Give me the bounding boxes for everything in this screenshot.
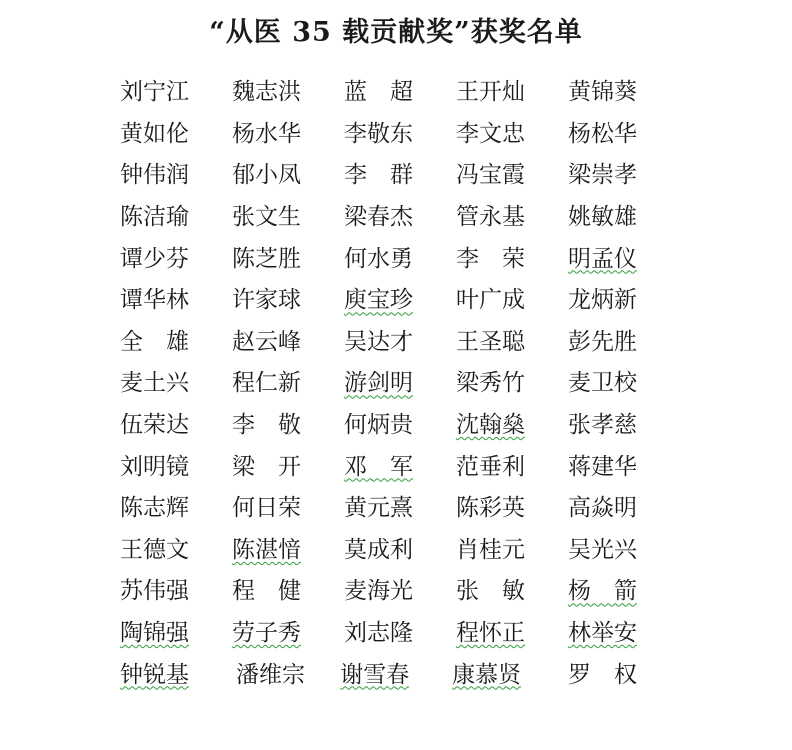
name-cell: 潘维宗 (236, 661, 306, 688)
name-row (120, 613, 680, 655)
name-cell: 莫成利 (344, 536, 413, 563)
name-cell: 庾宝珍 (344, 287, 413, 314)
name-cell: 李文忠 (456, 120, 525, 147)
name-cell: 张孝慈 (568, 412, 637, 439)
name-row (120, 530, 680, 572)
name-cell: 梁秀竹 (456, 370, 525, 397)
name-row (120, 197, 680, 239)
name-cell: 王圣聪 (456, 328, 525, 355)
name-cell: 何日荣 (232, 495, 301, 522)
name-cell: 陈志辉 (120, 495, 189, 522)
name-cell: 魏志洪 (232, 79, 301, 106)
name-cell: 吴达才 (344, 328, 413, 355)
name-cell: 何水勇 (344, 245, 413, 272)
name-cell: 劳子秀 (232, 620, 301, 647)
name-cell: 谢雪春 (340, 661, 410, 688)
name-cell: 蒋建华 (568, 453, 637, 480)
name-row (120, 238, 680, 280)
name-cell: 梁 开 (232, 453, 301, 480)
name-cell: 麦卫校 (568, 370, 637, 397)
name-cell: 黄元熹 (344, 495, 413, 522)
name-row (120, 405, 680, 447)
name-cell: 钟伟润 (120, 162, 189, 189)
name-cell: 叶广成 (456, 287, 525, 314)
name-cell: 冯宝霞 (456, 162, 525, 189)
name-cell: 赵云峰 (232, 328, 301, 355)
name-cell: 何炳贵 (344, 412, 413, 439)
name-cell: 钟锐基 (120, 661, 189, 688)
name-cell: 梁崇孝 (568, 162, 637, 189)
name-cell: 谭少芬 (120, 245, 189, 272)
name-cell: 张 敏 (456, 578, 525, 605)
name-cell: 许家球 (232, 287, 301, 314)
name-row (120, 155, 680, 197)
name-row (120, 571, 680, 613)
name-cell: 沈翰燊 (456, 412, 525, 439)
name-row (120, 446, 680, 488)
name-row (120, 322, 680, 364)
name-cell: 林举安 (568, 620, 637, 647)
name-row (120, 654, 680, 696)
name-cell: 程 健 (232, 578, 301, 605)
name-cell: 李 群 (344, 162, 413, 189)
name-cell: 杨水华 (232, 120, 301, 147)
name-cell: 肖桂元 (456, 536, 525, 563)
name-cell: 黄锦葵 (568, 79, 637, 106)
name-row (120, 280, 680, 322)
name-cell: 邓 军 (344, 453, 413, 480)
name-cell: 彭先胜 (568, 328, 637, 355)
page-title: “从医 35 载贡献奖”获奖名单 (209, 17, 583, 48)
name-cell: 刘宁江 (120, 79, 189, 106)
name-row (120, 72, 680, 114)
name-cell: 陶锦强 (120, 620, 189, 647)
name-cell: 陈洁瑜 (120, 204, 189, 231)
name-cell: 高焱明 (568, 495, 637, 522)
name-cell: 苏伟强 (120, 578, 189, 605)
name-cell: 游剑明 (344, 370, 413, 397)
name-cell: 王德文 (120, 536, 189, 563)
name-cell: 麦土兴 (120, 370, 189, 397)
name-cell: 陈彩英 (456, 495, 525, 522)
name-cell: 杨 箭 (568, 578, 637, 605)
name-cell: 郁小凤 (232, 162, 301, 189)
name-cell: 罗 权 (567, 661, 637, 688)
name-cell: 谭华林 (120, 287, 189, 314)
name-cell: 蓝 超 (344, 79, 413, 106)
name-cell: 陈湛愔 (232, 536, 301, 563)
name-cell: 伍荣达 (120, 412, 189, 439)
name-cell: 李 敬 (232, 412, 301, 439)
name-cell: 李敬东 (344, 120, 413, 147)
name-cell: 梁春杰 (344, 204, 413, 231)
name-cell: 程仁新 (232, 370, 301, 397)
award-name-list (120, 72, 680, 696)
name-row (120, 114, 680, 156)
name-cell: 黄如伦 (120, 120, 189, 147)
name-cell: 明孟仪 (568, 245, 637, 272)
name-cell: 吴光兴 (568, 536, 637, 563)
name-cell: 康慕贤 (452, 661, 522, 688)
name-cell: 麦海光 (344, 578, 413, 605)
name-cell: 杨松华 (568, 120, 637, 147)
name-row (120, 488, 680, 530)
name-cell: 姚敏雄 (568, 204, 637, 231)
name-cell: 张文生 (232, 204, 301, 231)
name-cell: 程怀正 (456, 620, 525, 647)
name-cell: 范垂利 (456, 453, 525, 480)
name-cell: 龙炳新 (568, 287, 637, 314)
name-cell: 李 荣 (456, 245, 525, 272)
name-row (120, 363, 680, 405)
name-cell: 刘明镜 (120, 453, 189, 480)
name-cell: 陈芝胜 (232, 245, 301, 272)
name-cell: 全 雄 (120, 328, 189, 355)
name-cell: 王开灿 (456, 79, 525, 106)
name-cell: 管永基 (456, 204, 525, 231)
name-cell: 刘志隆 (344, 620, 413, 647)
